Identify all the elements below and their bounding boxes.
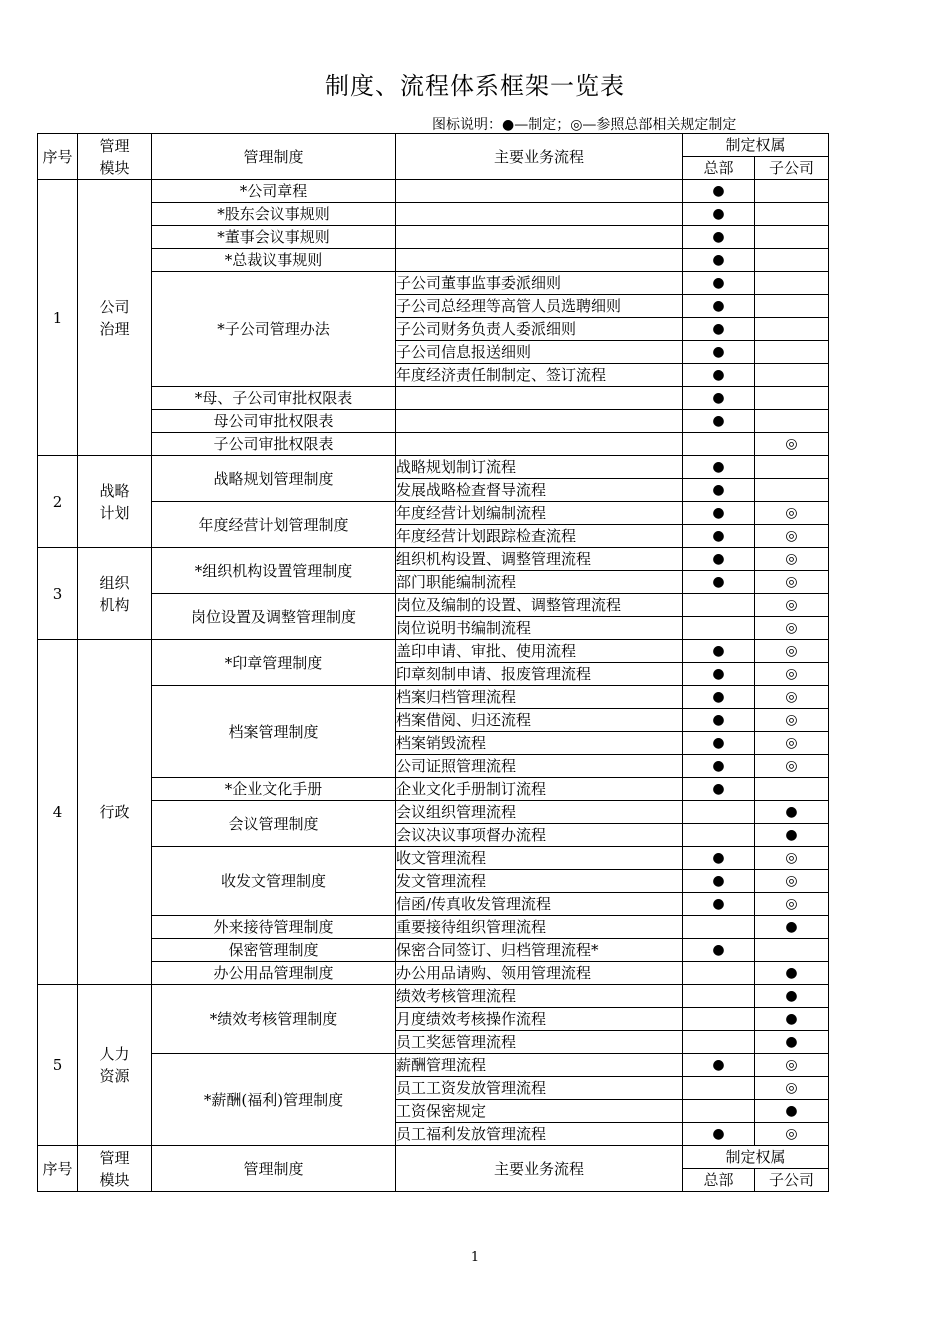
policy-cell: *母、子公司审批权限表 <box>152 387 396 410</box>
hq-mark: ● <box>683 893 755 916</box>
policy-cell: 母公司审批权限表 <box>152 410 396 433</box>
hq-mark: ● <box>683 203 755 226</box>
sub-mark: ◎ <box>755 709 829 732</box>
process-cell <box>396 410 683 433</box>
module-line2: 机构 <box>99 595 130 614</box>
policy-cell: *绩效考核管理制度 <box>152 985 396 1054</box>
table-row <box>38 272 829 295</box>
footer-policy: 管理制度 <box>152 1146 396 1192</box>
hq-mark <box>683 985 755 1008</box>
process-cell: 企业文化手册制订流程 <box>396 778 683 801</box>
sub-mark: ◎ <box>755 893 829 916</box>
sub-mark: ● <box>755 801 829 824</box>
header-authority: 制定权属 <box>683 134 829 157</box>
hq-mark: ● <box>683 180 755 203</box>
sub-mark <box>755 778 829 801</box>
process-cell: 年度经营计划编制流程 <box>396 502 683 525</box>
hq-mark: ● <box>683 686 755 709</box>
sub-mark: ◎ <box>755 548 829 571</box>
process-cell: 印章刻制申请、报废管理流程 <box>396 663 683 686</box>
process-cell: 战略规划制订流程 <box>396 456 683 479</box>
footer-sub: 子公司 <box>755 1169 829 1192</box>
footer-module-line1: 管理 <box>99 1148 130 1167</box>
sub-mark: ● <box>755 916 829 939</box>
table-row <box>38 456 829 479</box>
hq-mark: ● <box>683 249 755 272</box>
process-cell: 档案销毁流程 <box>396 732 683 755</box>
seq-cell: 5 <box>38 985 78 1146</box>
process-cell: 年度经营计划跟踪检查流程 <box>396 525 683 548</box>
policy-cell: *总裁议事规则 <box>152 249 396 272</box>
process-cell: 收文管理流程 <box>396 847 683 870</box>
process-cell: 工资保密规定 <box>396 1100 683 1123</box>
header-sub: 子公司 <box>755 157 829 180</box>
table-row <box>38 180 829 203</box>
hq-mark: ● <box>683 364 755 387</box>
hq-mark: ● <box>683 1054 755 1077</box>
process-cell: 年度经济责任制制定、签订流程 <box>396 364 683 387</box>
table-row <box>38 801 829 824</box>
policy-cell: 会议管理制度 <box>152 801 396 847</box>
process-cell: 子公司财务负责人委派细则 <box>396 318 683 341</box>
hq-mark: ● <box>683 295 755 318</box>
hq-mark <box>683 1031 755 1054</box>
policy-cell: *印章管理制度 <box>152 640 396 686</box>
process-cell: 会议决议事项督办流程 <box>396 824 683 847</box>
footer-hq: 总部 <box>683 1169 755 1192</box>
sub-mark: ◎ <box>755 594 829 617</box>
table-row <box>38 249 829 272</box>
policy-cell: 战略规划管理制度 <box>152 456 396 502</box>
policy-cell: *企业文化手册 <box>152 778 396 801</box>
policy-cell: 保密管理制度 <box>152 939 396 962</box>
hq-mark <box>683 1100 755 1123</box>
process-cell: 岗位说明书编制流程 <box>396 617 683 640</box>
sub-mark <box>755 939 829 962</box>
table-row <box>38 226 829 249</box>
policy-cell: 档案管理制度 <box>152 686 396 778</box>
module-cell <box>78 180 152 456</box>
seq-cell: 3 <box>38 548 78 640</box>
table-header <box>38 134 829 180</box>
process-cell: 盖印申请、审批、使用流程 <box>396 640 683 663</box>
process-cell: 组织机构设置、调整管理流程 <box>396 548 683 571</box>
sub-mark <box>755 456 829 479</box>
table-row <box>38 962 829 985</box>
table-row <box>38 502 829 525</box>
table-row <box>38 387 829 410</box>
hq-mark: ● <box>683 226 755 249</box>
module-line2: 治理 <box>99 319 130 338</box>
sub-mark: ◎ <box>755 525 829 548</box>
table-row <box>38 778 829 801</box>
footer-seq: 序号 <box>38 1146 78 1192</box>
hq-mark: ● <box>683 640 755 663</box>
hq-mark: ● <box>683 870 755 893</box>
process-cell: 子公司信息报送细则 <box>396 341 683 364</box>
policy-cell: *董事会议事规则 <box>152 226 396 249</box>
process-cell: 薪酬管理流程 <box>396 1054 683 1077</box>
module-cell <box>78 456 152 548</box>
footer-authority: 制定权属 <box>683 1146 829 1169</box>
hq-mark <box>683 916 755 939</box>
hq-mark <box>683 1077 755 1100</box>
header-policy: 管理制度 <box>152 134 396 180</box>
hq-mark: ● <box>683 755 755 778</box>
policy-cell: 办公用品管理制度 <box>152 962 396 985</box>
header-seq: 序号 <box>38 134 78 180</box>
process-cell: 员工奖惩管理流程 <box>396 1031 683 1054</box>
table-row <box>38 433 829 456</box>
hq-mark: ● <box>683 410 755 433</box>
sub-mark: ● <box>755 962 829 985</box>
hq-mark <box>683 801 755 824</box>
policy-cell: 收发文管理制度 <box>152 847 396 916</box>
module-line2: 计划 <box>99 503 130 522</box>
process-cell: 绩效考核管理流程 <box>396 985 683 1008</box>
sub-mark: ◎ <box>755 571 829 594</box>
sub-mark: ◎ <box>755 847 829 870</box>
header-hq: 总部 <box>683 157 755 180</box>
hq-mark: ● <box>683 479 755 502</box>
sub-mark <box>755 318 829 341</box>
footer-process: 主要业务流程 <box>396 1146 683 1192</box>
module-line1: 组织 <box>99 573 130 592</box>
sub-mark <box>755 341 829 364</box>
hq-mark: ● <box>683 502 755 525</box>
module-line1: 战略 <box>99 481 130 500</box>
hq-mark: ● <box>683 847 755 870</box>
sub-mark <box>755 249 829 272</box>
policy-cell: *组织机构设置管理制度 <box>152 548 396 594</box>
table-row <box>38 847 829 870</box>
footer-module <box>78 1146 152 1192</box>
table-row <box>38 985 829 1008</box>
hq-mark: ● <box>683 1123 755 1146</box>
header-process: 主要业务流程 <box>396 134 683 180</box>
sub-mark: ◎ <box>755 1077 829 1100</box>
process-cell: 档案归档管理流程 <box>396 686 683 709</box>
sub-mark <box>755 364 829 387</box>
footer-module-line2: 模块 <box>99 1170 130 1189</box>
process-cell: 发文管理流程 <box>396 870 683 893</box>
process-cell <box>396 387 683 410</box>
process-cell: 公司证照管理流程 <box>396 755 683 778</box>
hq-mark: ● <box>683 387 755 410</box>
hq-mark <box>683 433 755 456</box>
sub-mark <box>755 180 829 203</box>
module-line1: 公司 <box>99 297 130 316</box>
policy-cell: *公司章程 <box>152 180 396 203</box>
seq-cell: 2 <box>38 456 78 548</box>
sub-mark: ◎ <box>755 663 829 686</box>
process-cell <box>396 433 683 456</box>
process-cell: 会议组织管理流程 <box>396 801 683 824</box>
table-row <box>38 1054 829 1077</box>
sub-mark: ● <box>755 1031 829 1054</box>
process-cell <box>396 249 683 272</box>
hq-mark <box>683 824 755 847</box>
header-module-line2: 模块 <box>99 158 130 177</box>
sub-mark: ◎ <box>755 502 829 525</box>
sub-mark: ● <box>755 985 829 1008</box>
header-module <box>78 134 152 180</box>
sub-mark: ◎ <box>755 755 829 778</box>
sub-mark: ◎ <box>755 686 829 709</box>
sub-mark: ● <box>755 1008 829 1031</box>
hq-mark: ● <box>683 318 755 341</box>
table-row <box>38 594 829 617</box>
hq-mark: ● <box>683 341 755 364</box>
policy-cell: *子公司管理办法 <box>152 272 396 387</box>
module-cell: 行政 <box>78 640 152 985</box>
hq-mark: ● <box>683 939 755 962</box>
hq-mark: ● <box>683 709 755 732</box>
hq-mark <box>683 617 755 640</box>
process-cell: 月度绩效考核操作流程 <box>396 1008 683 1031</box>
policy-cell: *薪酬(福利)管理制度 <box>152 1054 396 1146</box>
sub-mark: ◎ <box>755 1054 829 1077</box>
hq-mark <box>683 962 755 985</box>
hq-mark: ● <box>683 272 755 295</box>
module-line2: 资源 <box>99 1067 130 1085</box>
hq-mark <box>683 594 755 617</box>
process-cell: 办公用品请购、领用管理流程 <box>396 962 683 985</box>
sub-mark <box>755 479 829 502</box>
process-cell: 档案借阅、归还流程 <box>396 709 683 732</box>
hq-mark: ● <box>683 732 755 755</box>
hq-mark: ● <box>683 456 755 479</box>
table-row <box>38 548 829 571</box>
table-row <box>38 203 829 226</box>
process-cell: 部门职能编制流程 <box>396 571 683 594</box>
sub-mark: ◎ <box>755 870 829 893</box>
process-cell: 信函/传真收发管理流程 <box>396 893 683 916</box>
page-title: 制度、流程体系框架一览表 <box>325 72 625 100</box>
sub-mark <box>755 226 829 249</box>
process-cell <box>396 203 683 226</box>
module-cell <box>78 985 152 1146</box>
sub-mark: ◎ <box>755 1123 829 1146</box>
legend-text: 图标说明：●—制定；◎—参照总部相关规定制定 <box>432 117 737 133</box>
policy-cell: 岗位设置及调整管理制度 <box>152 594 396 640</box>
sub-mark <box>755 410 829 433</box>
hq-mark: ● <box>683 548 755 571</box>
process-cell: 子公司董事监事委派细则 <box>396 272 683 295</box>
process-cell: 子公司总经理等高管人员选聘细则 <box>396 295 683 318</box>
sub-mark: ◎ <box>755 433 829 456</box>
page-number: 1 <box>470 1250 480 1265</box>
sub-mark: ◎ <box>755 732 829 755</box>
sub-mark <box>755 387 829 410</box>
process-cell: 保密合同签订、归档管理流程* <box>396 939 683 962</box>
seq-cell: 1 <box>38 180 78 456</box>
sub-mark: ● <box>755 1100 829 1123</box>
module-cell <box>78 548 152 640</box>
policy-cell: 年度经营计划管理制度 <box>152 502 396 548</box>
table-body <box>38 180 829 1146</box>
policy-cell: 子公司审批权限表 <box>152 433 396 456</box>
process-cell: 员工工资发放管理流程 <box>396 1077 683 1100</box>
sub-mark: ◎ <box>755 640 829 663</box>
hq-mark: ● <box>683 663 755 686</box>
hq-mark: ● <box>683 571 755 594</box>
table-footer-header <box>38 1146 829 1192</box>
sub-mark: ◎ <box>755 617 829 640</box>
sub-mark: ● <box>755 824 829 847</box>
table-row <box>38 916 829 939</box>
policy-cell: 外来接待管理制度 <box>152 916 396 939</box>
table-row <box>38 686 829 709</box>
process-cell: 岗位及编制的设置、调整管理流程 <box>396 594 683 617</box>
seq-cell: 4 <box>38 640 78 985</box>
process-cell <box>396 226 683 249</box>
table-row <box>38 939 829 962</box>
process-cell: 发展战略检查督导流程 <box>396 479 683 502</box>
process-cell <box>396 180 683 203</box>
process-cell: 重要接待组织管理流程 <box>396 916 683 939</box>
hq-mark: ● <box>683 778 755 801</box>
hq-mark: ● <box>683 525 755 548</box>
sub-mark <box>755 272 829 295</box>
sub-mark <box>755 295 829 318</box>
module-line1: 人力 <box>99 1045 130 1063</box>
table-row <box>38 410 829 433</box>
header-module-line1: 管理 <box>99 136 130 155</box>
policy-cell: *股东会议事规则 <box>152 203 396 226</box>
table-row <box>38 640 829 663</box>
sub-mark <box>755 203 829 226</box>
framework-table <box>37 133 829 1192</box>
hq-mark <box>683 1008 755 1031</box>
process-cell: 员工福利发放管理流程 <box>396 1123 683 1146</box>
